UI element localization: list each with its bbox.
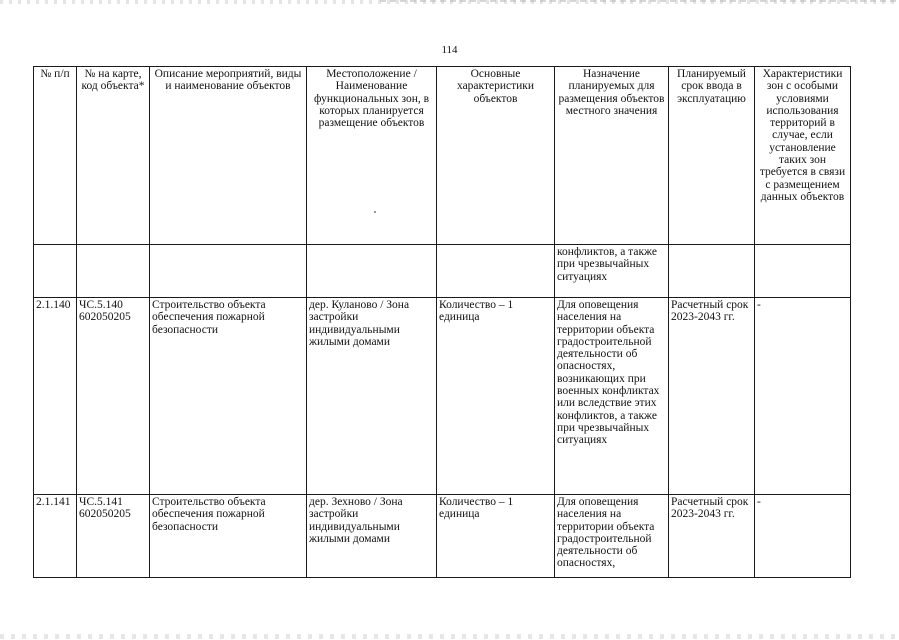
cell-map-code: [77, 298, 150, 495]
cell-characteristics: Количество – 1 единица: [437, 298, 555, 495]
cell-zones: -: [755, 495, 851, 578]
cell-purpose-continuation: конфликтов, а также при чрезвычайных ситуациях: [555, 245, 669, 298]
cell-empty: [669, 245, 755, 298]
header-map-code: № на карте, код объекта*: [77, 67, 150, 245]
cell-term: Расчетный срок 2023-2043 гг.: [669, 298, 755, 495]
cell-location: дер. Зехново / Зона застройки индивидуальными жилыми домами: [307, 495, 437, 578]
cell-empty: [755, 245, 851, 298]
cell-number: 2.1.141: [34, 495, 77, 578]
header-term: Планируемый срок ввода в эксплуатацию: [669, 67, 755, 245]
header-location: Местоположение / Наименование функциональных зон, в которых планируется размещение объектов: [307, 67, 437, 245]
cell-description: Строительство объекта обеспечения пожарной безопасности: [150, 495, 307, 578]
header-purpose: Назначение планируемых для размещения объектов местного значения: [555, 67, 669, 245]
object-code: 602050205: [79, 311, 131, 324]
cell-empty: [77, 245, 150, 298]
cell-number: 2.1.140: [34, 298, 77, 495]
object-code: 602050205: [79, 508, 131, 521]
cell-empty: [307, 245, 437, 298]
cell-map-code: [77, 495, 150, 578]
table-row: [34, 495, 851, 578]
header-description: Описание мероприятий, виды и наименование объектов: [150, 67, 307, 245]
header-number: № п/п: [34, 67, 77, 245]
cell-empty: [437, 245, 555, 298]
cell-term: Расчетный срок 2023-2043 гг.: [669, 495, 755, 578]
header-characteristics: Основные характеристики объектов: [437, 67, 555, 245]
cell-description: Строительство объекта обеспечения пожарной безопасности: [150, 298, 307, 495]
cell-purpose: Для оповещения населения на территории объекта градостроительной деятельности об опасностях,: [555, 495, 669, 578]
planning-table: [33, 66, 851, 578]
scan-edge-top-dashes: [380, 0, 899, 2]
cell-zones: -: [755, 298, 851, 495]
cell-empty: [34, 245, 77, 298]
map-number: ЧС.5.141: [79, 496, 123, 508]
scan-edge-bottom: [0, 634, 899, 639]
continuation-row: [34, 245, 851, 298]
table-row: [34, 298, 851, 495]
cell-location: дер. Куланово / Зона застройки индивидуальными жилыми домами: [307, 298, 437, 495]
table-header-row: [34, 67, 851, 245]
header-zones: Характеристики зон с особыми условиями использования территорий в случае, если установление таких зон требуется в связи с размещением данных объектов: [755, 67, 851, 245]
cell-purpose: Для оповещения населения на территории объекта градостроительной деятельности об опасностях, возникающих при военных конфликтах или вследствие этих конфликтов, а также при чрезвычайных ситуациях: [555, 298, 669, 495]
cell-empty: [150, 245, 307, 298]
cell-characteristics: Количество – 1 единица: [437, 495, 555, 578]
page-number: 114: [441, 44, 458, 56]
map-number: ЧС.5.140: [79, 299, 123, 311]
